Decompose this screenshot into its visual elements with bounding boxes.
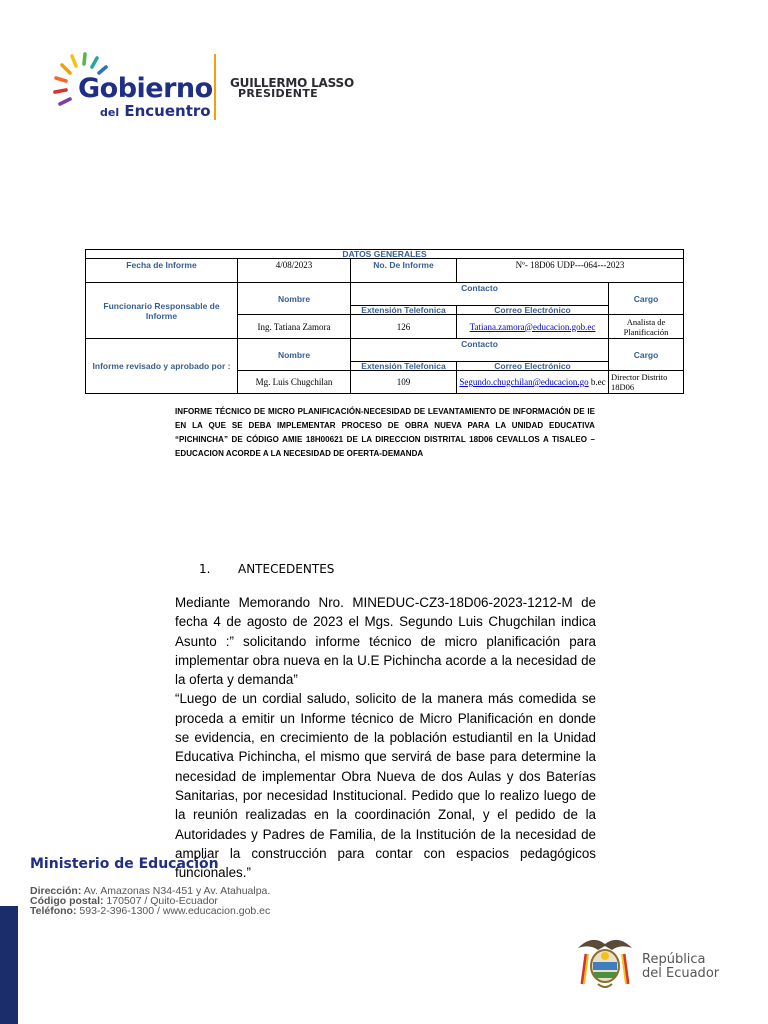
no-informe-label: No. De Informe <box>351 259 457 283</box>
correo-link[interactable]: Segundo.chugchilan@educacion.go <box>459 377 589 387</box>
nombre-value: Mg. Luis Chugchilan <box>238 371 351 394</box>
correo-header: Correo Electrónico <box>457 306 609 315</box>
no-informe-value: Nº- 18D06 UDP---064---2023 <box>457 259 684 283</box>
contacto-header: Contacto <box>351 339 609 362</box>
report-title: INFORME TÉCNICO DE MICRO PLANIFICACIÓN-NECESIDAD DE LEVANTAMIENTO DE INFORMACIÓN DE IE EN LA QUE SE DEBA IMPLEMENTAR PROCESO DE OBRA NUEVA PARA LA UNIDAD EDUCATIVA “PICHINCHA” DE CÓDIGO AMIE 18H00621 DE LA DIRECCION DISTRITAL 18D06 CEVALLOS A TISALEO – EDUCACION ACORDE A LA NECESIDAD DE OFERTA-DEMANDA <box>175 407 595 458</box>
postal-label: Código postal: <box>30 895 104 907</box>
correo-suffix: b.ec <box>590 377 606 387</box>
republica-line2: del Ecuador <box>642 966 720 981</box>
correo-link[interactable]: Tatiana.zamora@educacion.gob.ec <box>469 321 596 332</box>
nombre-header: Nombre <box>238 339 351 371</box>
table-section-title: DATOS GENERALES <box>86 250 684 259</box>
section-title: ANTECEDENTES <box>238 562 335 576</box>
gobierno-logo <box>52 52 362 124</box>
cargo-header: Cargo <box>609 339 684 371</box>
president-name: GUILLERMO LASSO <box>230 76 354 90</box>
extension-header: Extensión Telefonica <box>351 306 457 315</box>
paragraph: Mediante Memorando Nro. MINEDUC-CZ3-18D06-2023-1212-M de fecha 4 de agosto de 2023 el Mgs. Segundo Luis Chugchilan indica Asunto :” solicitando informe técnico de micro planificación para implementar obra nueva en la U.E Pichincha acorde a la necesidad de la oferta y demanda” <box>175 595 596 688</box>
cargo-value: Analista de Planificación <box>609 315 684 339</box>
body-text <box>175 593 596 882</box>
extension-value: 109 <box>351 371 457 394</box>
logo-small-text: del <box>100 106 120 119</box>
funcionario-label: Funcionario Responsable de Informe <box>86 283 238 339</box>
extension-header: Extensión Telefonica <box>351 362 457 371</box>
postal-value: 170507 / Quito-Ecuador <box>106 895 218 907</box>
contacto-header: Contacto <box>351 283 609 306</box>
footer-side-bar <box>0 906 18 1024</box>
president-title: PRESIDENTE <box>238 87 318 100</box>
address-label: Dirección: <box>30 885 82 897</box>
correo-cell <box>457 371 609 394</box>
cargo-value: Director Distrito 18D06 <box>609 371 684 394</box>
extension-value: 126 <box>351 315 457 339</box>
address-value: Av. Amazonas N34-451 y Av. Atahualpa. <box>83 885 271 897</box>
fecha-value: 4/08/2023 <box>238 259 351 283</box>
phone-value: 593-2-396-1300 / www.educacion.gob.ec <box>79 905 271 917</box>
coat-of-arms-icon <box>574 932 636 994</box>
phone-line <box>30 906 270 917</box>
correo-header: Correo Electrónico <box>457 362 609 371</box>
logo-main-text: Gobierno <box>78 73 213 104</box>
logo-encuentro-text: Encuentro <box>124 102 211 120</box>
cargo-header: Cargo <box>609 283 684 315</box>
datos-generales-table <box>85 249 684 394</box>
fecha-label: Fecha de Informe <box>86 259 238 283</box>
nombre-value: Ing. Tatiana Zamora <box>238 315 351 339</box>
nombre-header: Nombre <box>238 283 351 315</box>
revisado-label: Informe revisado y aprobado por : <box>86 339 238 394</box>
phone-label: Teléfono: <box>30 905 77 917</box>
republica-text <box>642 953 719 981</box>
logo-sub-text <box>100 102 211 120</box>
section-number: 1. <box>199 562 211 576</box>
ministry-name: Ministerio de Educación <box>30 856 219 872</box>
paragraph: “Luego de un cordial saludo, solicito de la manera más comedida se proceda a emitir un Informe técnico de Micro Planificación en donde se evidencia, en crecimiento de la población estudiantil en la Unidad Educativa Pichincha, el mismo que servirá de base para determine la necesidad de implementar Obra Nueva de dos Aulas y dos Baterías Sanitarias, por necesidad Institucional. Pedido que lo realizo luego de la reunión realizadas en la coordinación Zonal, y el pedido de la Autoridades y Padres de Familia, de la Institución de la necesidad de ampliar la construcción para contar con espacios pedagógicos funcionales.” <box>175 691 596 881</box>
logo-divider <box>214 54 216 120</box>
correo-cell <box>457 315 609 339</box>
republica-line1: República <box>642 952 706 967</box>
